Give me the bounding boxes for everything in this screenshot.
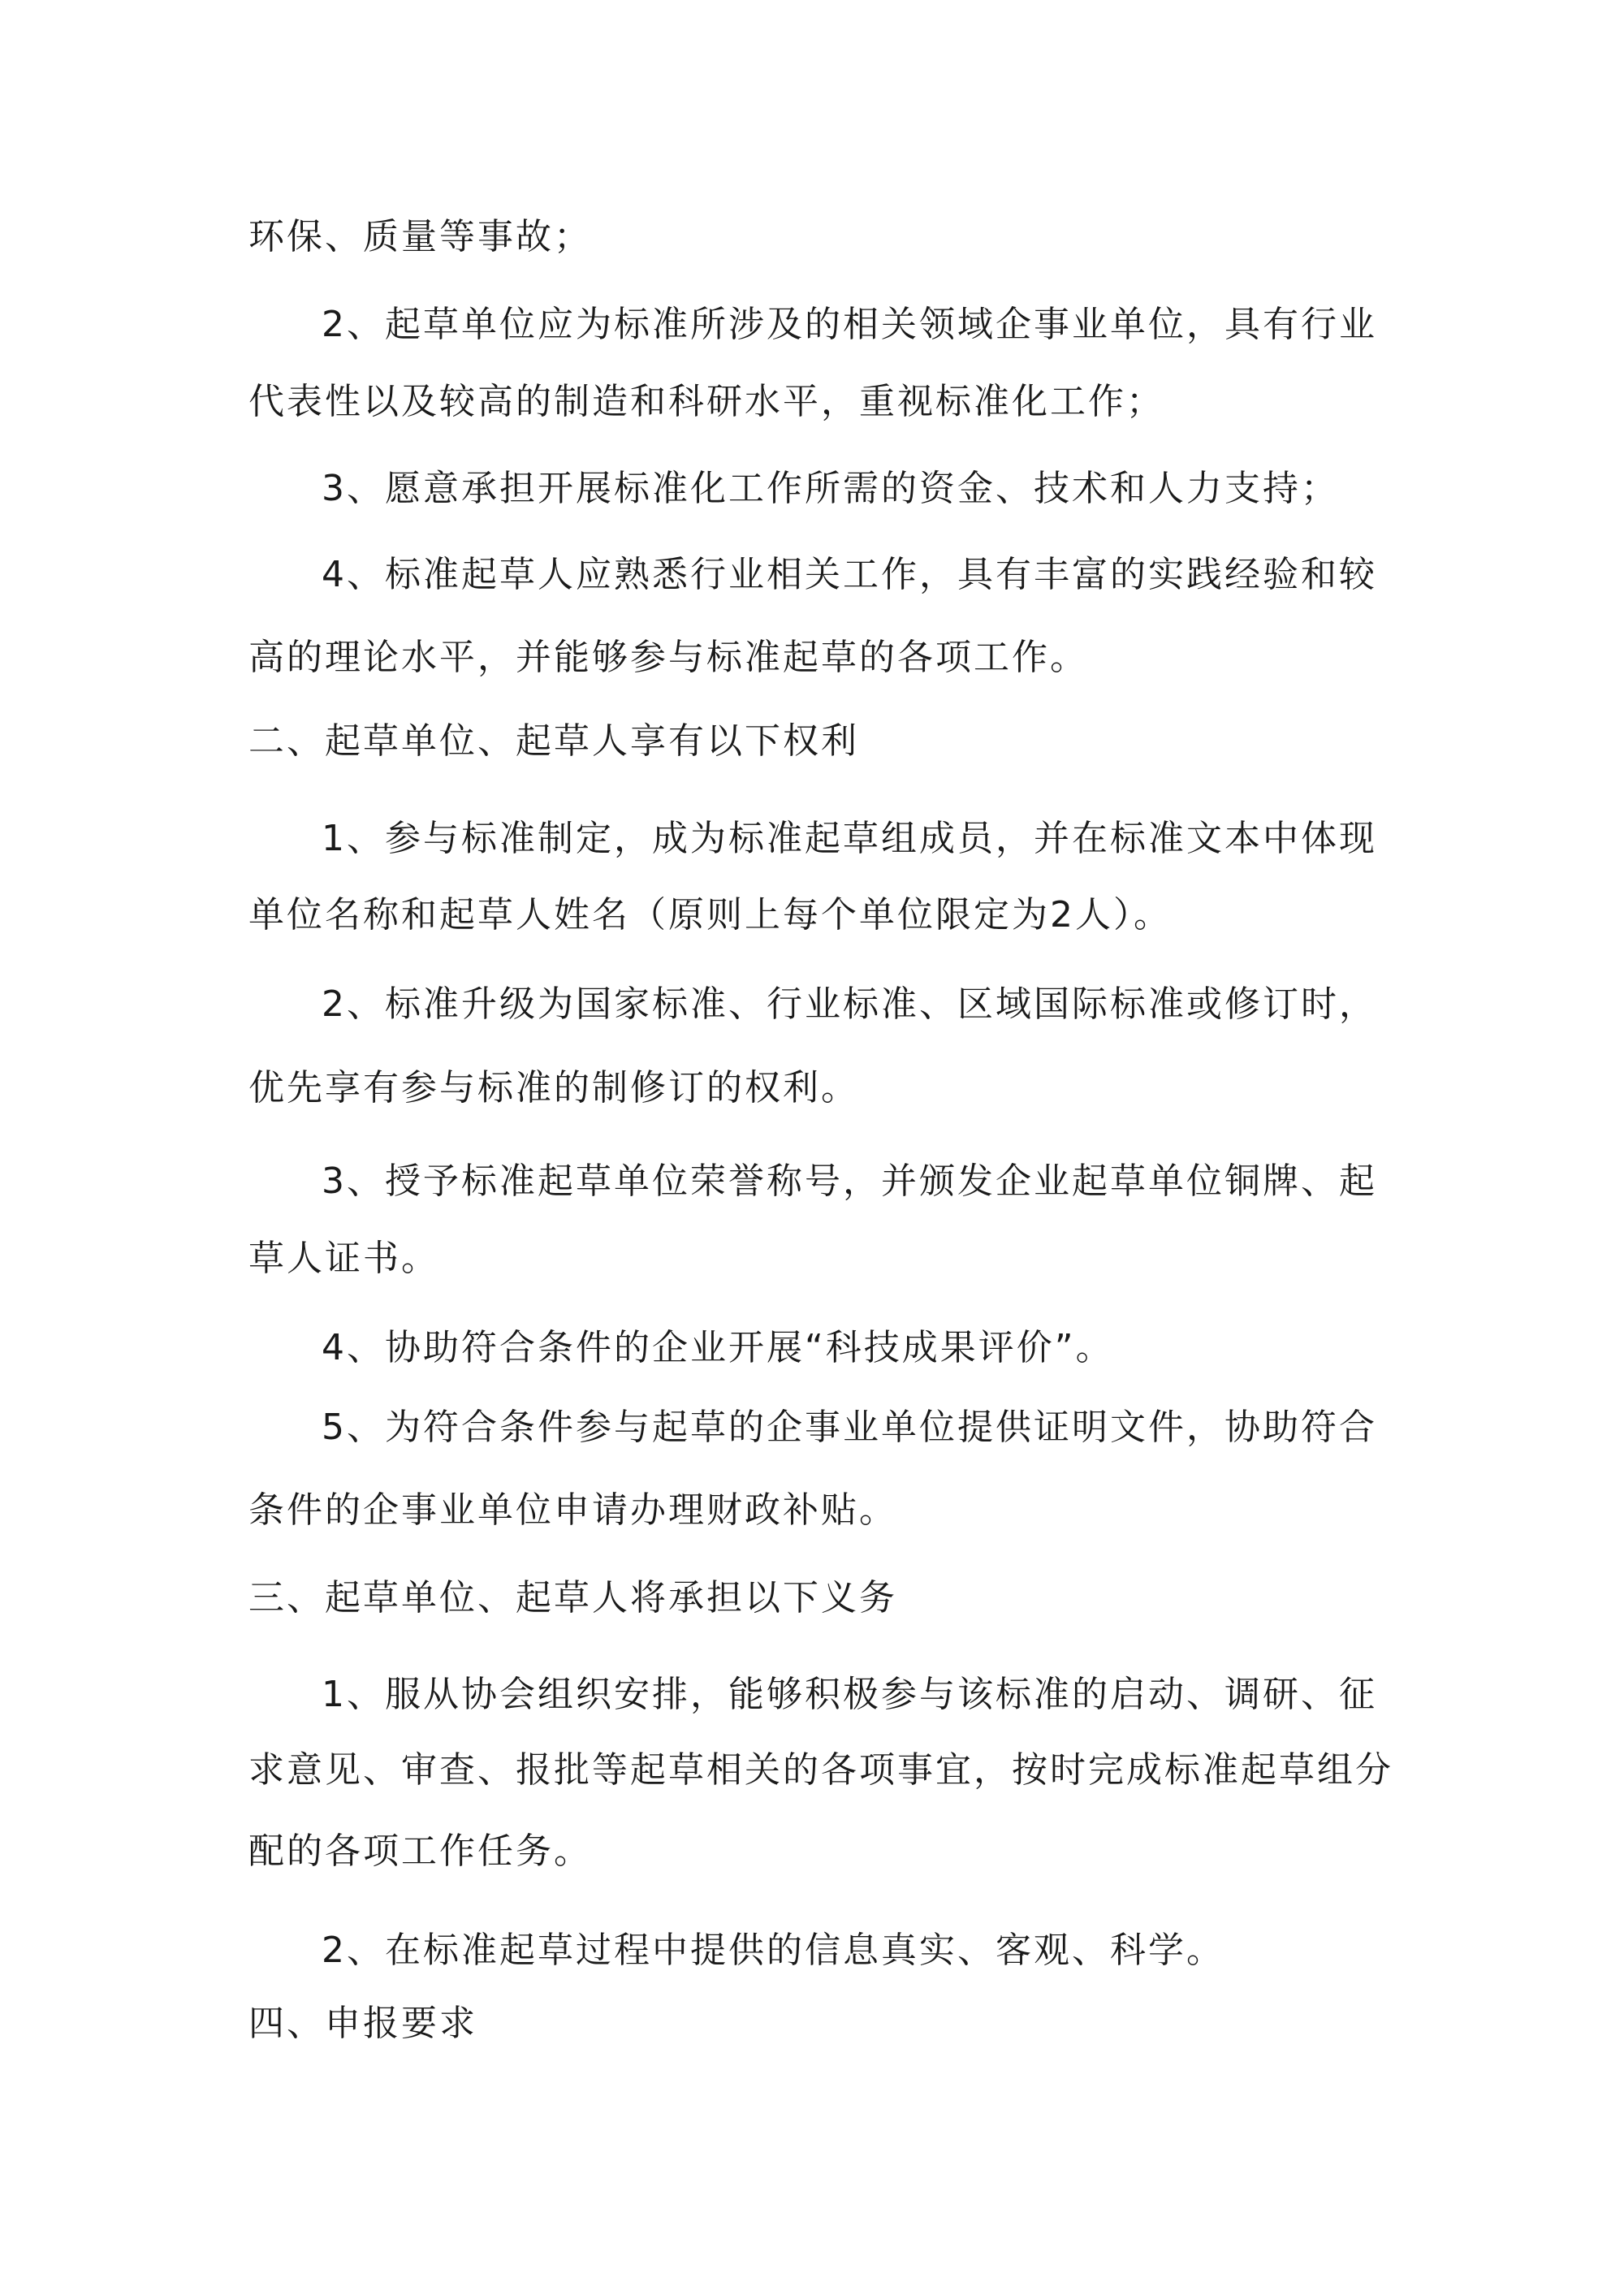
text-line: 条件的企事业单位申请办理财政补贴。 <box>248 1489 897 1531</box>
text-line: 4、协助符合条件的企业开展“科技成果评价”。 <box>322 1327 1114 1368</box>
text-line: 配的各项工作任务。 <box>248 1830 592 1872</box>
text-line: 环保、质量等事故； <box>248 216 592 257</box>
text-line: 草人证书。 <box>248 1238 439 1279</box>
text-line: 3、授予标准起草单位荣誉称号，并颁发企业起草单位铜牌、起 <box>322 1160 1377 1202</box>
text-line: 优先享有参与标准的制修订的权利。 <box>248 1067 859 1109</box>
text-line: 代表性以及较高的制造和科研水平，重视标准化工作； <box>248 381 1164 422</box>
text-line: 5、为符合条件参与起草的企事业单位提供证明文件，协助符合 <box>322 1407 1377 1448</box>
section-heading: 三、起草单位、起草人将承担以下义务 <box>248 1577 897 1619</box>
text-line: 2、起草单位应为标准所涉及的相关领域企事业单位，具有行业 <box>322 304 1377 345</box>
text-line: 1、服从协会组织安排，能够积极参与该标准的启动、调研、征 <box>322 1674 1377 1715</box>
text-line: 2、标准升级为国家标准、行业标准、区域国际标准或修订时， <box>322 983 1377 1025</box>
text-line: 4、标准起草人应熟悉行业相关工作，具有丰富的实践经验和较 <box>322 554 1377 595</box>
text-line: 求意见、审查、报批等起草相关的各项事宜，按时完成标准起草组分 <box>248 1749 1393 1791</box>
text-line: 高的理论水平，并能够参与标准起草的各项工作。 <box>248 637 1088 678</box>
text-line: 1、参与标准制定，成为标准起草组成员，并在标准文本中体现 <box>322 818 1377 859</box>
section-heading: 二、起草单位、起草人享有以下权利 <box>248 720 859 762</box>
text-line: 3、愿意承担开展标准化工作所需的资金、技术和人力支持； <box>322 468 1339 509</box>
text-line: 单位名称和起草人姓名（原则上每个单位限定为2人）。 <box>248 894 1172 936</box>
text-line: 2、在标准起草过程中提供的信息真实、客观、科学。 <box>322 1930 1224 1971</box>
section-heading: 四、申报要求 <box>248 2003 477 2044</box>
